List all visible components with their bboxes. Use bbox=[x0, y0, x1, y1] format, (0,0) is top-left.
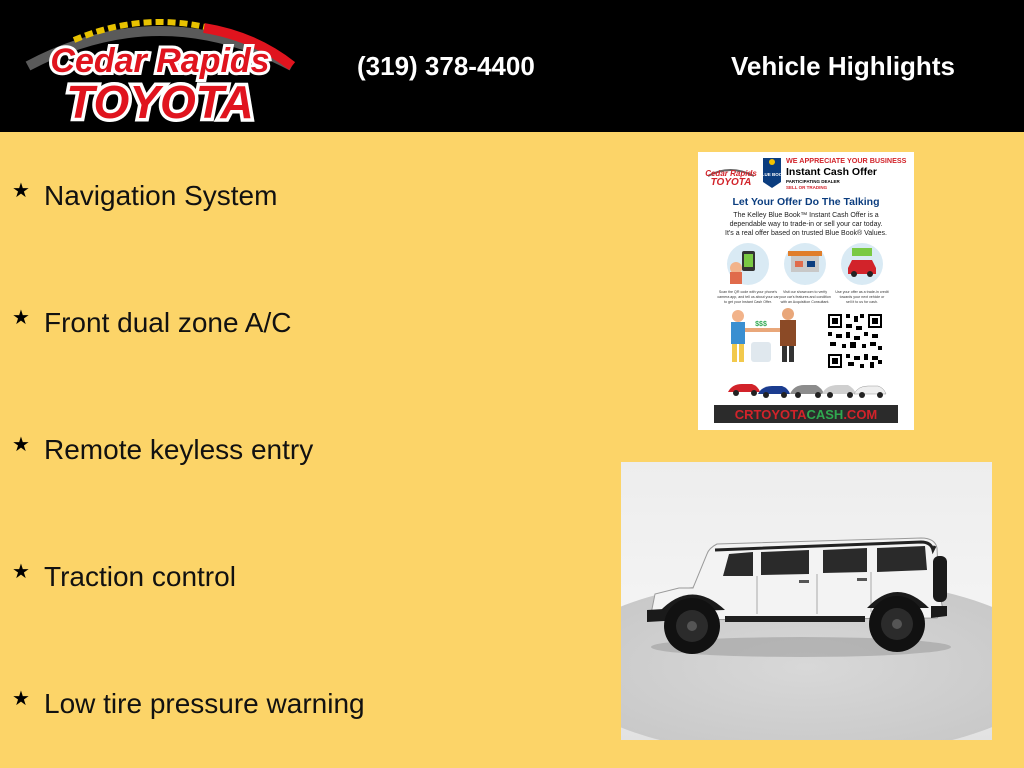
flyer-sell-trading: SELL OR TRADING bbox=[786, 185, 828, 190]
svg-text:with an Acquisition Consultant: with an Acquisition Consultant. bbox=[780, 300, 830, 304]
flyer-body-line: dependable way to trade-in or sell your car today. bbox=[729, 221, 883, 228]
feature-item bbox=[12, 559, 236, 595]
feature-label: Traction control bbox=[44, 561, 236, 592]
feature-label: Remote keyless entry bbox=[44, 434, 314, 465]
dealer-logo[interactable] bbox=[14, 10, 306, 126]
feature-item bbox=[12, 686, 365, 722]
feature-item bbox=[12, 178, 277, 214]
svg-text:your car's features and condit: your car's features and condition bbox=[779, 295, 831, 299]
svg-text:Cedar Rapids: Cedar Rapids bbox=[705, 169, 757, 178]
page-title: Vehicle Highlights bbox=[731, 51, 955, 81]
vehicle-photo[interactable] bbox=[621, 462, 992, 740]
svg-text:towards your next vehicle or: towards your next vehicle or bbox=[839, 295, 885, 299]
svg-text:camera app, and tell us about: camera app, and tell us about your car bbox=[717, 295, 779, 299]
flyer-participating: PARTICIPATING DEALER bbox=[786, 179, 840, 184]
flyer-appreciate: WE APPRECIATE YOUR BUSINESS bbox=[786, 156, 907, 165]
step-cash-icon bbox=[841, 243, 883, 285]
star-icon: ★ bbox=[12, 688, 30, 710]
qr-code[interactable] bbox=[826, 312, 884, 370]
logo-line2: TOYOTA bbox=[66, 76, 254, 126]
svg-text:TOYOTA: TOYOTA bbox=[710, 177, 752, 188]
flyer-url-banner[interactable] bbox=[714, 405, 898, 423]
dealer-phone[interactable]: (319) 378-4400 bbox=[357, 51, 535, 81]
svg-text:Visit our showroom to verify: Visit our showroom to verify bbox=[782, 290, 828, 294]
step-phone-icon bbox=[727, 243, 769, 285]
svg-text:BLUE BOOK: BLUE BOOK bbox=[758, 172, 786, 177]
star-icon: ★ bbox=[12, 434, 30, 456]
flyer-headline: Instant Cash Offer bbox=[786, 166, 878, 178]
svg-text:sell it to us for cash.: sell it to us for cash. bbox=[846, 300, 878, 304]
flyer-body-line: It's a real offer based on trusted Blue Book® Values. bbox=[725, 230, 887, 237]
feature-label: Navigation System bbox=[44, 180, 278, 211]
star-icon: ★ bbox=[12, 180, 30, 202]
feature-label: Low tire pressure warning bbox=[44, 688, 365, 719]
header-bar bbox=[0, 0, 1024, 132]
svg-text:Use your offer as a trade-in c: Use your offer as a trade-in credit bbox=[835, 290, 889, 294]
svg-text:Scan the QR code with your pho: Scan the QR code with your phone's bbox=[718, 290, 778, 294]
step-showroom-icon bbox=[784, 243, 826, 285]
flyer-title: Let Your Offer Do The Talking bbox=[732, 196, 880, 208]
feature-item bbox=[12, 432, 313, 468]
money-label: $$$ bbox=[755, 321, 767, 328]
star-icon: ★ bbox=[12, 561, 30, 583]
svg-text:to get your Instant Cash Offer: to get your Instant Cash Offer. bbox=[724, 300, 772, 304]
logo-line1: Cedar Rapids bbox=[50, 42, 270, 80]
flyer-body-line: The Kelley Blue Book™ Instant Cash Offer is a bbox=[733, 212, 879, 219]
instant-cash-offer-flyer[interactable] bbox=[698, 152, 914, 430]
flyer-dealer-logo bbox=[705, 169, 757, 188]
feature-item bbox=[12, 305, 291, 341]
feature-label: Front dual zone A/C bbox=[44, 307, 292, 338]
svg-text:CRTOYOTACASH.COM: CRTOYOTACASH.COM bbox=[734, 407, 878, 422]
star-icon: ★ bbox=[12, 307, 30, 329]
